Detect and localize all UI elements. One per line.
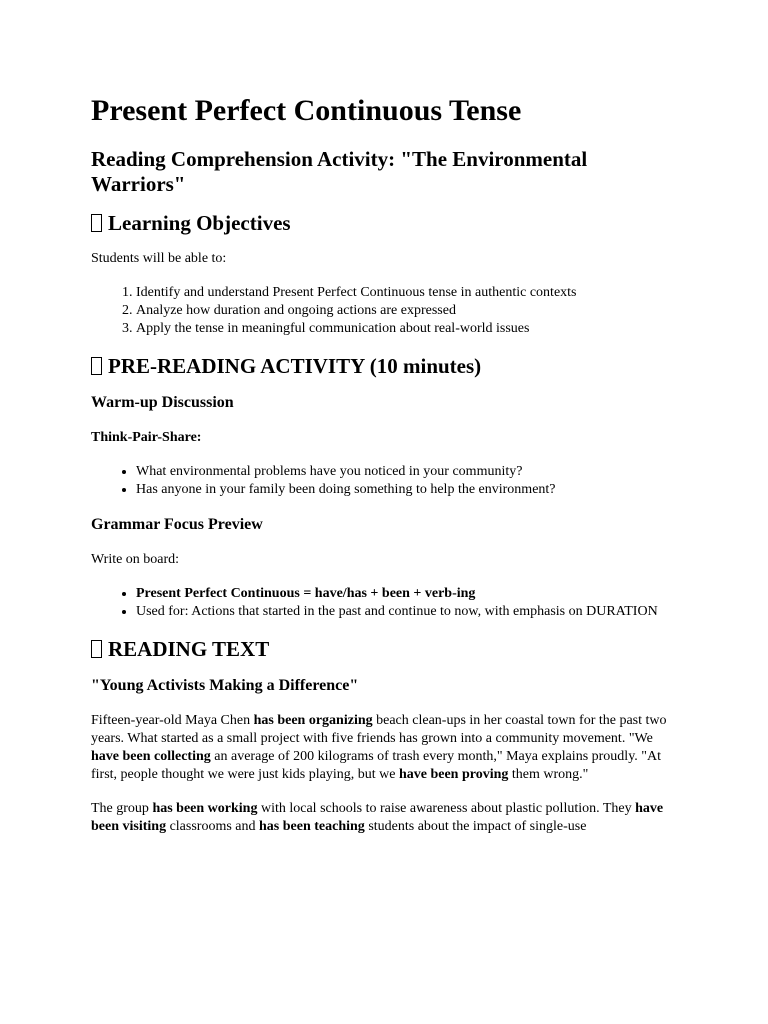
text-span: an average of 200 kilograms of trash every month," Maya explains proudly. "At first, people thought we were just kids playing, but we [91, 749, 662, 782]
highlighted-verb: have been visiting [91, 801, 664, 834]
grammar-formula: Present Perfect Continuous = have/has + been + verb-ing [136, 586, 476, 601]
list-item [136, 585, 681, 603]
text-span: with local schools to raise awareness about plastic pollution. They [257, 801, 636, 816]
objectives-list [91, 284, 681, 338]
page-title: Present Perfect Continuous Tense [91, 94, 522, 127]
text-span: The group [91, 801, 153, 816]
text-span: students about the impact of single-use [364, 819, 587, 834]
reading-text-heading [91, 637, 681, 662]
highlighted-verb: has been teaching [259, 819, 365, 834]
objectives-intro: Students will be able to: [91, 251, 227, 266]
list-item: • Has anyone in your family been doing something to help the environment? [136, 481, 681, 499]
discussion-questions-list [91, 463, 681, 499]
missing-glyph-icon [91, 640, 102, 658]
highlighted-verb: has been working [152, 801, 258, 816]
document-subtitle: Reading Comprehension Activity: "The Environmental Warriors" [91, 147, 588, 196]
learning-objectives-label: Learning Objectives [108, 211, 291, 235]
list-item: • Used for: Actions that started in the past and continue to now, with emphasis on DURATION [136, 603, 681, 621]
text-span: them wrong." [508, 767, 589, 782]
text-span: beach clean-ups in her coastal town for the past two years. What started as a small project with five friends has grown into a community movement. "We [91, 713, 667, 746]
text-span: Fifteen-year-old Maya Chen [91, 713, 254, 728]
story-paragraph-1 [91, 712, 681, 784]
warmup-heading: Warm-up Discussion [91, 394, 234, 411]
list-item: 3. Apply the tense in meaningful communication about real-world issues [136, 320, 681, 338]
list-item: 1. Identify and understand Present Perfect Continuous tense in authentic contexts [136, 284, 681, 302]
pre-reading-label: PRE-READING ACTIVITY (10 minutes) [108, 354, 482, 378]
highlighted-verb: have been collecting [91, 749, 211, 764]
missing-glyph-icon [91, 214, 102, 232]
text-span: classrooms and [166, 819, 260, 834]
reading-text-label: READING TEXT [108, 637, 270, 661]
list-item: 2. Analyze how duration and ongoing actions are expressed [136, 302, 681, 320]
list-item: • What environmental problems have you noticed in your community? [136, 463, 681, 481]
think-pair-share-label: Think-Pair-Share: [91, 430, 202, 445]
write-on-board-label: Write on board: [91, 552, 180, 567]
missing-glyph-icon [91, 357, 102, 375]
highlighted-verb: has been organizing [253, 713, 373, 728]
pre-reading-heading [91, 354, 681, 379]
document-content [91, 93, 681, 852]
story-paragraph-2 [91, 800, 681, 836]
highlighted-verb: have been proving [398, 767, 509, 782]
grammar-points-list [91, 585, 681, 621]
learning-objectives-heading [91, 211, 681, 236]
grammar-focus-heading: Grammar Focus Preview [91, 516, 263, 533]
story-title: "Young Activists Making a Difference" [91, 677, 359, 694]
